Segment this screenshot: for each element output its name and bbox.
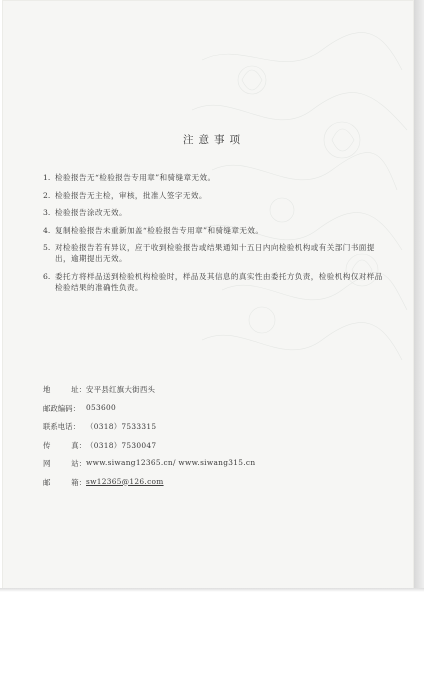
note-text: 对检验报告若有异议，应于收到检验报告或结果通知十五日内向检验机构或有关部门书面提出，逾期提出无效。 <box>55 243 375 264</box>
fax-label <box>43 440 86 451</box>
page-title: 注意事项 <box>183 134 245 146</box>
email-label <box>43 477 86 488</box>
scanned-page <box>2 0 414 590</box>
list-item <box>43 190 383 201</box>
postcode-value: 053600 <box>86 402 117 412</box>
notes-list <box>43 172 383 300</box>
note-text: 检验报告无“检验报告专用章”和骑缝章无效。 <box>55 173 216 182</box>
email-value: sw12365@126.com <box>86 476 164 486</box>
email-row <box>43 477 255 496</box>
email-label-b: 箱： <box>71 477 86 487</box>
note-number: 4. <box>43 225 51 235</box>
phone-value: （0318）7533315 <box>86 422 157 431</box>
website-value: www.siwang12365.cn/ www.siwang315.cn <box>86 458 256 467</box>
note-number: 6. <box>43 271 51 281</box>
fax-row <box>43 440 255 459</box>
list-item <box>43 225 383 236</box>
phone-row <box>43 421 255 440</box>
note-text: 复制检验报告未重新加盖“检验报告专用章”和骑缝章无效。 <box>55 225 264 235</box>
website-label-a: 网 <box>43 459 51 468</box>
address-label-a: 地 <box>43 385 51 394</box>
website-label <box>43 458 86 469</box>
address-value: 安平县红旗大街西头 <box>86 385 156 394</box>
fax-label-b: 真： <box>71 440 86 450</box>
website-row <box>43 458 255 477</box>
contact-info <box>43 384 255 495</box>
email-label-a: 邮 <box>43 477 51 487</box>
phone-label: 联系电话： <box>43 422 80 431</box>
list-item <box>43 207 383 218</box>
list-item <box>43 242 383 264</box>
note-number: 5. <box>43 243 51 253</box>
address-label <box>43 384 86 395</box>
website-label-b: 站： <box>71 459 86 468</box>
postcode-label: 邮政编码： <box>43 403 80 413</box>
note-number: 1. <box>43 173 51 182</box>
list-item <box>43 172 383 183</box>
scan-edge <box>0 588 424 592</box>
postcode-row <box>43 403 255 422</box>
note-text: 检验报告无主检，审核，批准人签字无效。 <box>55 190 207 200</box>
fax-value: （0318）7530047 <box>86 440 157 450</box>
note-text: 检验报告涂改无效。 <box>55 208 127 218</box>
list-item <box>43 271 383 293</box>
fax-label-a: 传 <box>43 440 51 450</box>
note-number: 3. <box>43 208 51 218</box>
address-label-b: 址： <box>71 385 86 394</box>
address-row <box>43 384 255 403</box>
note-text: 委托方将样品送到检验机构检验时，样品及其信息的真实性由委托方负责，检验机构仅对样品检验结果的准确性负责。 <box>55 271 383 292</box>
note-number: 2. <box>43 190 51 200</box>
